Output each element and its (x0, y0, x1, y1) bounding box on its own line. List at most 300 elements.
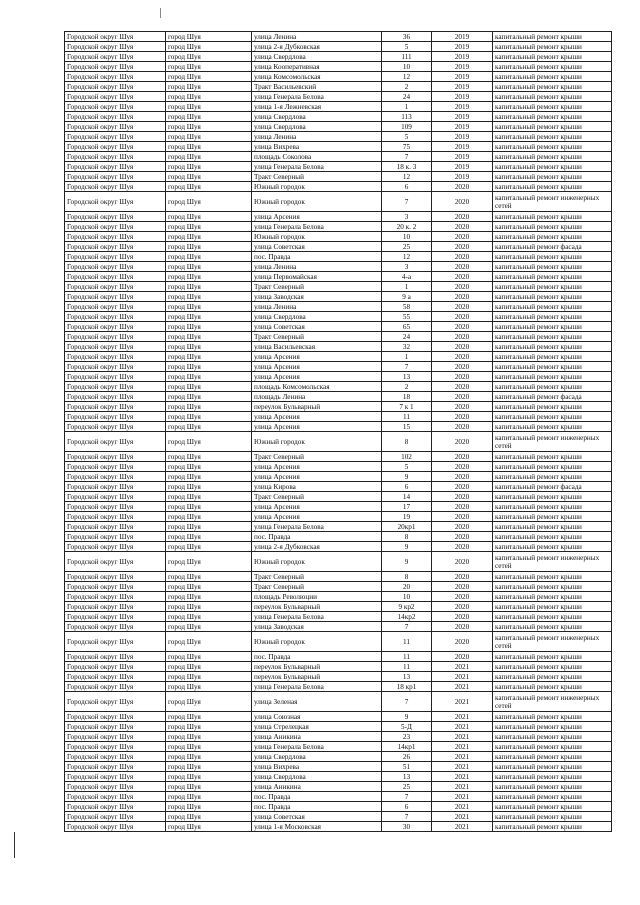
table-row (65, 72, 612, 82)
settlement-cell: город Шуя (166, 362, 252, 372)
street-cell: Тракт Северный (252, 572, 382, 582)
municipality-cell: Городской округ Шуя (65, 532, 166, 542)
table-row (65, 672, 612, 682)
house-number-cell: 8 (382, 572, 432, 582)
house-number-cell: 9 кр2 (382, 602, 432, 612)
table-row (65, 782, 612, 792)
street-cell: улица Советская (252, 812, 382, 822)
settlement-cell: город Шуя (166, 312, 252, 322)
table-body (65, 32, 612, 832)
year-cell: 2021 (432, 672, 493, 682)
work-type-cell: капитальный ремонт инженерных сетей (493, 692, 612, 712)
table-row (65, 602, 612, 612)
work-type-cell: капитальный ремонт крыши (493, 182, 612, 192)
settlement-cell: город Шуя (166, 412, 252, 422)
house-number-cell: 10 (382, 62, 432, 72)
house-number-cell: 13 (382, 772, 432, 782)
house-number-cell: 9 (382, 552, 432, 572)
year-cell: 2021 (432, 772, 493, 782)
table-row (65, 102, 612, 112)
municipality-cell: Городской округ Шуя (65, 602, 166, 612)
table-row (65, 622, 612, 632)
settlement-cell: город Шуя (166, 432, 252, 452)
municipality-cell: Городской округ Шуя (65, 412, 166, 422)
municipality-cell: Городской округ Шуя (65, 52, 166, 62)
street-cell: улица Заводская (252, 622, 382, 632)
house-number-cell: 111 (382, 52, 432, 62)
table-row (65, 612, 612, 622)
street-cell: улица Зеленая (252, 692, 382, 712)
street-cell: пос. Правда (252, 802, 382, 812)
municipality-cell: Городской округ Шуя (65, 432, 166, 452)
settlement-cell: город Шуя (166, 822, 252, 832)
year-cell: 2020 (432, 242, 493, 252)
year-cell: 2020 (432, 332, 493, 342)
municipality-cell: Городской округ Шуя (65, 662, 166, 672)
table-row (65, 32, 612, 42)
year-cell: 2020 (432, 262, 493, 272)
work-type-cell: капитальный ремонт крыши (493, 602, 612, 612)
street-cell: Тракт Северный (252, 452, 382, 462)
table-row (65, 242, 612, 252)
year-cell: 2020 (432, 192, 493, 212)
street-cell: площадь Ленина (252, 392, 382, 402)
municipality-cell: Городской округ Шуя (65, 142, 166, 152)
work-type-cell: капитальный ремонт крыши (493, 212, 612, 222)
house-number-cell: 3 (382, 262, 432, 272)
year-cell: 2020 (432, 352, 493, 362)
table-row (65, 762, 612, 772)
street-cell: улица Первомайская (252, 272, 382, 282)
year-cell: 2021 (432, 732, 493, 742)
settlement-cell: город Шуя (166, 712, 252, 722)
table-row (65, 462, 612, 472)
work-type-cell: капитальный ремонт крыши (493, 622, 612, 632)
table-row (65, 62, 612, 72)
work-type-cell: капитальный ремонт крыши (493, 662, 612, 672)
settlement-cell: город Шуя (166, 382, 252, 392)
settlement-cell: город Шуя (166, 622, 252, 632)
year-cell: 2019 (432, 52, 493, 62)
house-number-cell: 23 (382, 732, 432, 742)
street-cell: Южный городок (252, 632, 382, 652)
settlement-cell: город Шуя (166, 762, 252, 772)
settlement-cell: город Шуя (166, 652, 252, 662)
street-cell: улица Свердлова (252, 112, 382, 122)
table-row (65, 52, 612, 62)
municipality-cell: Городской округ Шуя (65, 812, 166, 822)
settlement-cell: город Шуя (166, 152, 252, 162)
street-cell: улица Арсения (252, 512, 382, 522)
settlement-cell: город Шуя (166, 672, 252, 682)
table-row (65, 592, 612, 602)
municipality-cell: Городской округ Шуя (65, 622, 166, 632)
street-cell: улица Генерала Белова (252, 612, 382, 622)
municipality-cell: Городской округ Шуя (65, 222, 166, 232)
street-cell: улица Арсения (252, 212, 382, 222)
municipality-cell: Городской округ Шуя (65, 612, 166, 622)
year-cell: 2020 (432, 472, 493, 482)
table-row (65, 712, 612, 722)
municipality-cell: Городской округ Шуя (65, 672, 166, 682)
year-cell: 2021 (432, 752, 493, 762)
year-cell: 2020 (432, 252, 493, 262)
municipality-cell: Городской округ Шуя (65, 332, 166, 342)
work-type-cell: капитальный ремонт крыши (493, 292, 612, 302)
house-number-cell: 7 (382, 812, 432, 822)
municipality-cell: Городской округ Шуя (65, 322, 166, 332)
house-number-cell: 36 (382, 32, 432, 42)
table-row (65, 302, 612, 312)
municipality-cell: Городской округ Шуя (65, 822, 166, 832)
municipality-cell: Городской округ Шуя (65, 162, 166, 172)
house-number-cell: 7 (382, 692, 432, 712)
year-cell: 2021 (432, 792, 493, 802)
house-number-cell: 11 (382, 632, 432, 652)
house-number-cell: 102 (382, 452, 432, 462)
settlement-cell: город Шуя (166, 182, 252, 192)
settlement-cell: город Шуя (166, 592, 252, 602)
work-type-cell: капитальный ремонт крыши (493, 682, 612, 692)
settlement-cell: город Шуя (166, 512, 252, 522)
table-row (65, 492, 612, 502)
settlement-cell: город Шуя (166, 802, 252, 812)
work-type-cell: капитальный ремонт крыши (493, 762, 612, 772)
work-type-cell: капитальный ремонт фасада (493, 242, 612, 252)
table-row (65, 722, 612, 732)
house-number-cell: 6 (382, 182, 432, 192)
house-number-cell: 20кр1 (382, 522, 432, 532)
table-row (65, 772, 612, 782)
work-type-cell: капитальный ремонт инженерных сетей (493, 432, 612, 452)
settlement-cell: город Шуя (166, 292, 252, 302)
municipality-cell: Городской округ Шуя (65, 772, 166, 782)
table-row (65, 572, 612, 582)
street-cell: улица Стрелецкая (252, 722, 382, 732)
street-cell: улица Вихрева (252, 762, 382, 772)
year-cell: 2020 (432, 412, 493, 422)
house-number-cell: 8 (382, 532, 432, 542)
table-row (65, 692, 612, 712)
municipality-cell: Городской округ Шуя (65, 422, 166, 432)
street-cell: улица Свердлова (252, 122, 382, 132)
work-type-cell: капитальный ремонт крыши (493, 312, 612, 322)
work-type-cell: капитальный ремонт крыши (493, 422, 612, 432)
work-type-cell: капитальный ремонт крыши (493, 222, 612, 232)
year-cell: 2021 (432, 742, 493, 752)
municipality-cell: Городской округ Шуя (65, 302, 166, 312)
municipality-cell: Городской округ Шуя (65, 522, 166, 532)
work-type-cell: капитальный ремонт крыши (493, 532, 612, 542)
work-type-cell: капитальный ремонт крыши (493, 352, 612, 362)
municipality-cell: Городской округ Шуя (65, 32, 166, 42)
table-row (65, 232, 612, 242)
table-row (65, 552, 612, 572)
table-row (65, 472, 612, 482)
year-cell: 2020 (432, 522, 493, 532)
municipality-cell: Городской округ Шуя (65, 722, 166, 732)
house-number-cell: 24 (382, 92, 432, 102)
table-row (65, 502, 612, 512)
street-cell: улица Кирова (252, 482, 382, 492)
house-number-cell: 12 (382, 72, 432, 82)
municipality-cell: Городской округ Шуя (65, 792, 166, 802)
house-number-cell: 51 (382, 762, 432, 772)
year-cell: 2020 (432, 572, 493, 582)
street-cell: улица Ленина (252, 302, 382, 312)
street-cell: Тракт Северный (252, 332, 382, 342)
settlement-cell: город Шуя (166, 522, 252, 532)
settlement-cell: город Шуя (166, 662, 252, 672)
house-number-cell: 15 (382, 422, 432, 432)
street-cell: улица Свердлова (252, 52, 382, 62)
settlement-cell: город Шуя (166, 532, 252, 542)
municipality-cell: Городской округ Шуя (65, 232, 166, 242)
table-row (65, 142, 612, 152)
house-number-cell: 7 (382, 152, 432, 162)
repair-schedule-sheet (64, 31, 611, 832)
municipality-cell: Городской округ Шуя (65, 62, 166, 72)
year-cell: 2019 (432, 112, 493, 122)
year-cell: 2020 (432, 622, 493, 632)
work-type-cell: капитальный ремонт крыши (493, 822, 612, 832)
street-cell: пос. Правда (252, 652, 382, 662)
street-cell: улица Ленина (252, 132, 382, 142)
street-cell: улица Советская (252, 322, 382, 332)
street-cell: улица Арсения (252, 352, 382, 362)
work-type-cell: капитальный ремонт крыши (493, 412, 612, 422)
year-cell: 2021 (432, 722, 493, 732)
street-cell: улица Ленина (252, 262, 382, 272)
house-number-cell: 11 (382, 662, 432, 672)
table-row (65, 742, 612, 752)
work-type-cell: капитальный ремонт крыши (493, 62, 612, 72)
street-cell: улица Арсения (252, 462, 382, 472)
street-cell: Тракт Северный (252, 282, 382, 292)
table-row (65, 682, 612, 692)
house-number-cell: 12 (382, 252, 432, 262)
work-type-cell: капитальный ремонт крыши (493, 342, 612, 352)
municipality-cell: Городской округ Шуя (65, 552, 166, 572)
street-cell: улица Свердлова (252, 772, 382, 782)
repair-schedule-table (64, 31, 612, 832)
house-number-cell: 2 (382, 382, 432, 392)
municipality-cell: Городской округ Шуя (65, 122, 166, 132)
settlement-cell: город Шуя (166, 582, 252, 592)
municipality-cell: Городской округ Шуя (65, 762, 166, 772)
house-number-cell: 17 (382, 502, 432, 512)
year-cell: 2020 (432, 602, 493, 612)
house-number-cell: 18 (382, 392, 432, 402)
municipality-cell: Городской округ Шуя (65, 212, 166, 222)
table-row (65, 632, 612, 652)
municipality-cell: Городской округ Шуя (65, 752, 166, 762)
settlement-cell: город Шуя (166, 692, 252, 712)
year-cell: 2021 (432, 662, 493, 672)
street-cell: улица Кооперативная (252, 62, 382, 72)
settlement-cell: город Шуя (166, 482, 252, 492)
year-cell: 2020 (432, 272, 493, 282)
street-cell: улица Арсения (252, 422, 382, 432)
settlement-cell: город Шуя (166, 162, 252, 172)
house-number-cell: 10 (382, 232, 432, 242)
work-type-cell: капитальный ремонт крыши (493, 402, 612, 412)
municipality-cell: Городской округ Шуя (65, 482, 166, 492)
house-number-cell: 9 (382, 542, 432, 552)
year-cell: 2021 (432, 782, 493, 792)
settlement-cell: город Шуя (166, 102, 252, 112)
work-type-cell: капитальный ремонт крыши (493, 472, 612, 482)
settlement-cell: город Шуя (166, 392, 252, 402)
year-cell: 2020 (432, 282, 493, 292)
table-row (65, 212, 612, 222)
municipality-cell: Городской округ Шуя (65, 92, 166, 102)
table-row (65, 122, 612, 132)
table-row (65, 352, 612, 362)
work-type-cell: капитальный ремонт крыши (493, 802, 612, 812)
house-number-cell: 7 (382, 362, 432, 372)
street-cell: переулок Бульварный (252, 662, 382, 672)
table-row (65, 482, 612, 492)
table-row (65, 172, 612, 182)
street-cell: улица Советская (252, 242, 382, 252)
settlement-cell: город Шуя (166, 192, 252, 212)
work-type-cell: капитальный ремонт крыши (493, 232, 612, 242)
street-cell: улица Союзная (252, 712, 382, 722)
work-type-cell: капитальный ремонт инженерных сетей (493, 552, 612, 572)
work-type-cell: капитальный ремонт крыши (493, 612, 612, 622)
year-cell: 2019 (432, 102, 493, 112)
settlement-cell: город Шуя (166, 572, 252, 582)
table-row (65, 322, 612, 332)
table-row (65, 402, 612, 412)
work-type-cell: капитальный ремонт крыши (493, 772, 612, 782)
table-row (65, 422, 612, 432)
year-cell: 2019 (432, 42, 493, 52)
house-number-cell: 4-а (382, 272, 432, 282)
house-number-cell: 7 (382, 792, 432, 802)
table-row (65, 532, 612, 542)
house-number-cell: 1 (382, 102, 432, 112)
settlement-cell: город Шуя (166, 682, 252, 692)
year-cell: 2020 (432, 292, 493, 302)
house-number-cell: 14кр1 (382, 742, 432, 752)
municipality-cell: Городской округ Шуя (65, 632, 166, 652)
work-type-cell: капитальный ремонт крыши (493, 112, 612, 122)
house-number-cell: 5 (382, 42, 432, 52)
street-cell: улица Арсения (252, 412, 382, 422)
settlement-cell: город Шуя (166, 52, 252, 62)
table-row (65, 412, 612, 422)
municipality-cell: Городской округ Шуя (65, 82, 166, 92)
settlement-cell: город Шуя (166, 92, 252, 102)
municipality-cell: Городской округ Шуя (65, 72, 166, 82)
year-cell: 2019 (432, 152, 493, 162)
street-cell: площадь Комсомольская (252, 382, 382, 392)
municipality-cell: Городской округ Шуя (65, 402, 166, 412)
table-row (65, 192, 612, 212)
work-type-cell: капитальный ремонт крыши (493, 542, 612, 552)
municipality-cell: Городской округ Шуя (65, 582, 166, 592)
work-type-cell: капитальный ремонт крыши (493, 282, 612, 292)
punch-hole-mark (160, 8, 161, 18)
year-cell: 2020 (432, 302, 493, 312)
house-number-cell: 113 (382, 112, 432, 122)
year-cell: 2020 (432, 322, 493, 332)
municipality-cell: Городской округ Шуя (65, 352, 166, 362)
table-row (65, 342, 612, 352)
street-cell: улица Арсения (252, 502, 382, 512)
table-row (65, 822, 612, 832)
table-row (65, 282, 612, 292)
table-row (65, 262, 612, 272)
street-cell: улица Заводская (252, 292, 382, 302)
municipality-cell: Городской округ Шуя (65, 572, 166, 582)
settlement-cell: город Шуя (166, 72, 252, 82)
work-type-cell: капитальный ремонт крыши (493, 812, 612, 822)
municipality-cell: Городской округ Шуя (65, 362, 166, 372)
table-row (65, 582, 612, 592)
work-type-cell: капитальный ремонт крыши (493, 722, 612, 732)
house-number-cell: 3 (382, 212, 432, 222)
municipality-cell: Городской округ Шуя (65, 112, 166, 122)
house-number-cell: 13 (382, 372, 432, 382)
municipality-cell: Городской округ Шуя (65, 742, 166, 752)
table-row (65, 372, 612, 382)
year-cell: 2021 (432, 682, 493, 692)
work-type-cell: капитальный ремонт крыши (493, 742, 612, 752)
street-cell: улица Аникина (252, 782, 382, 792)
street-cell: улица Генерала Белова (252, 682, 382, 692)
house-number-cell: 9 (382, 472, 432, 482)
work-type-cell: капитальный ремонт крыши (493, 262, 612, 272)
work-type-cell: капитальный ремонт крыши (493, 652, 612, 662)
street-cell: улица 2-я Дубковская (252, 42, 382, 52)
settlement-cell: город Шуя (166, 272, 252, 282)
work-type-cell: капитальный ремонт крыши (493, 502, 612, 512)
table-row (65, 792, 612, 802)
municipality-cell: Городской округ Шуя (65, 712, 166, 722)
house-number-cell: 8 (382, 432, 432, 452)
street-cell: улица Свердлова (252, 312, 382, 322)
settlement-cell: город Шуя (166, 322, 252, 332)
municipality-cell: Городской округ Шуя (65, 732, 166, 742)
house-number-cell: 9 (382, 712, 432, 722)
municipality-cell: Городской округ Шуя (65, 102, 166, 112)
settlement-cell: город Шуя (166, 342, 252, 352)
house-number-cell: 26 (382, 752, 432, 762)
street-cell: Южный городок (252, 232, 382, 242)
table-row (65, 542, 612, 552)
year-cell: 2021 (432, 692, 493, 712)
table-row (65, 432, 612, 452)
house-number-cell: 14 (382, 492, 432, 502)
street-cell: пос. Правда (252, 252, 382, 262)
table-row (65, 182, 612, 192)
municipality-cell: Городской округ Шуя (65, 132, 166, 142)
house-number-cell: 109 (382, 122, 432, 132)
house-number-cell: 20 (382, 582, 432, 592)
house-number-cell: 5 (382, 462, 432, 472)
settlement-cell: город Шуя (166, 402, 252, 412)
year-cell: 2019 (432, 32, 493, 42)
house-number-cell: 19 (382, 512, 432, 522)
settlement-cell: город Шуя (166, 32, 252, 42)
work-type-cell: капитальный ремонт крыши (493, 362, 612, 372)
municipality-cell: Городской округ Шуя (65, 272, 166, 282)
work-type-cell: капитальный ремонт крыши (493, 452, 612, 462)
house-number-cell: 18 к. 3 (382, 162, 432, 172)
